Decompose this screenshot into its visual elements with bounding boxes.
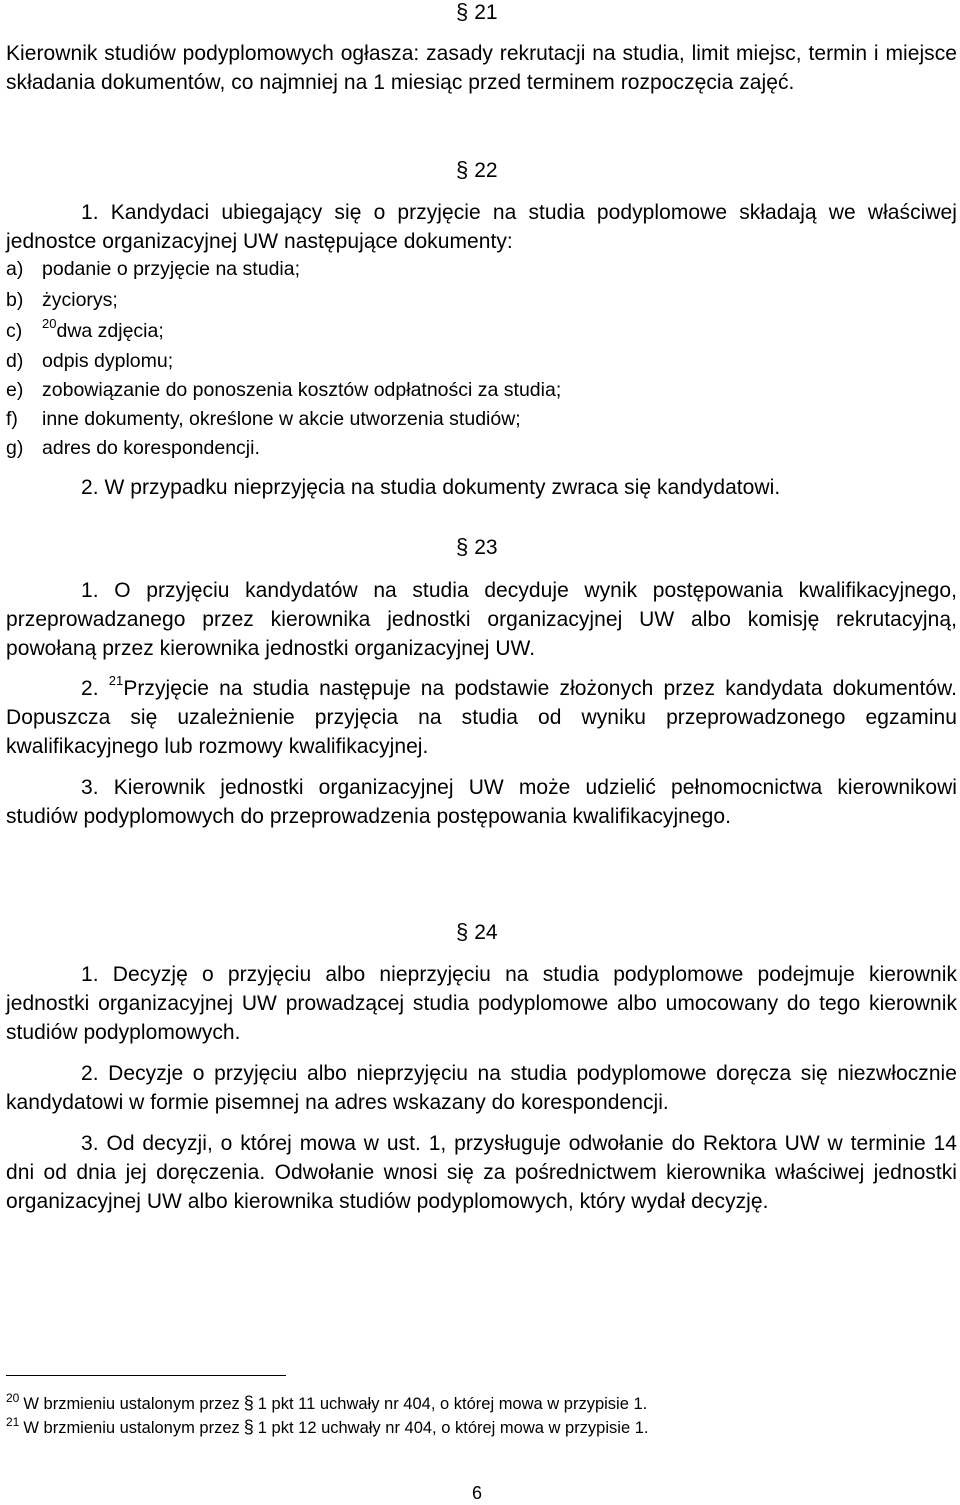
list-item-text: zobowiązanie do ponoszenia kosztów odpłatności za studia;: [42, 379, 562, 401]
footnote-reference: 21: [108, 673, 124, 688]
section-mark: §: [456, 0, 469, 24]
list-item-f: [6, 405, 946, 434]
list-item-a: [6, 255, 946, 284]
section-mark: §: [243, 1417, 254, 1437]
list-item-label: c): [6, 320, 23, 342]
list-item-text: życiorys;: [42, 289, 118, 311]
list-item-g: [6, 434, 946, 463]
section-22-paragraph-2: 2. W przypadku nieprzyjęcia na studia dokumenty zwraca się kandydatowi.: [81, 476, 781, 499]
list-item-label: a): [6, 258, 24, 280]
footnote-20: [6, 1392, 956, 1416]
list-item-text: inne dokumenty, określone w akcie utworzenia studiów;: [42, 408, 521, 430]
section-mark: §: [456, 919, 469, 944]
list-item-label: d): [6, 350, 24, 372]
section-21-heading: [456, 0, 498, 25]
list-item-c: [6, 317, 946, 346]
section-24-paragraph-1: 1. Decyzję o przyjęciu albo nieprzyjęciu na studia podyplomowe podejmuje kierownik jednostki organizacyjnej UW prowadzącej studia podyplomowe albo umocowany do tego kierownik studiów podyplomowych.: [6, 963, 957, 1044]
section-23-paragraph-3: 3. Kierownik jednostki organizacyjnej UW może udzielić pełnomocnictwa kierownikowi studiów podyplomowych do przeprowadzenia postępowania kwalifikacyjnego.: [6, 776, 957, 828]
section-23-heading: [456, 535, 498, 560]
footnote-text: W brzmieniu ustalonym przez: [23, 1419, 240, 1437]
footnote-text: W brzmieniu ustalonym przez: [23, 1395, 240, 1413]
section-23-paragraph-2: [6, 674, 957, 761]
section-24-paragraph-3: 3. Od decyzji, o której mowa w ust. 1, przysługuje odwołanie do Rektora UW w terminie 14 dni od dnia jej doręczenia. Odwołanie wnosi się za pośrednictwem kierownika właściwej jednostki organizacyjnej UW albo kierownika studiów podyplomowych, który wydał decyzję.: [6, 1132, 957, 1213]
section-number: 24: [474, 921, 498, 944]
footnote-text: 1 pkt 11 uchwały nr 404, o której mowa w przypisie 1.: [257, 1395, 648, 1413]
list-item-text: podanie o przyjęcie na studia;: [42, 258, 301, 280]
list-item-text: adres do korespondencji.: [42, 437, 260, 459]
list-item-label: e): [6, 379, 24, 401]
list-item-text: odpis dyplomu;: [42, 350, 174, 372]
section-mark: §: [456, 534, 469, 559]
page-number: 6: [472, 1483, 483, 1503]
list-item-label: b): [6, 289, 24, 311]
footnote-number: 21: [6, 1415, 20, 1429]
list-item-label: g): [6, 437, 24, 459]
section-23-paragraph-1: 1. O przyjęciu kandydatów na studia decyduje wynik postępowania kwalifikacyjnego, przeprowadzanego przez kierownika jednostki organizacyjnej UW albo komisję rekrutacyjną, powołaną przez kierownika jednostki organizacyjnej UW.: [6, 579, 957, 660]
footnote-separator: [6, 1375, 286, 1376]
paragraph-number: 2.: [81, 677, 99, 700]
list-item-label: f): [6, 408, 18, 430]
list-item-b: [6, 286, 946, 315]
paragraph-text: Przyjęcie na studia następuje na podstawie złożonych przez kandydata dokumentów. Dopuszcza się uzależnienie przyjęcia na studia od wyniku przeprowadzonego egzaminu kwalifikacyjnego lub rozmowy kwalifikacyjnej.: [6, 677, 957, 758]
list-item-d: [6, 347, 946, 376]
list-item-e: [6, 376, 946, 405]
footnote-text: 1 pkt 12 uchwały nr 404, o której mowa w przypisie 1.: [257, 1419, 649, 1437]
section-21-text: Kierownik studiów podyplomowych ogłasza: zasady rekrutacji na studia, limit miejsc, termin i miejsce składania dokumentów, co najmniej na 1 miesiąc przed terminem rozpoczęcia zajęć.: [6, 42, 957, 94]
section-mark: §: [456, 157, 469, 182]
section-22-paragraph-1: 1. Kandydaci ubiegający się o przyjęcie na studia podyplomowe składają we właściwej jednostce organizacyjnej UW następujące dokumenty:: [6, 201, 957, 253]
section-24-heading: [456, 920, 498, 945]
footnote-21: [6, 1416, 956, 1440]
section-number: 23: [474, 536, 498, 559]
list-item-text: dwa zdjęcia;: [56, 320, 164, 342]
section-number: 22: [474, 159, 498, 182]
section-mark: §: [243, 1393, 254, 1413]
footnote-number: 20: [6, 1391, 20, 1405]
section-24-paragraph-2: 2. Decyzje o przyjęciu albo nieprzyjęciu na studia podyplomowe doręcza się niezwłocznie kandydatowi w formie pisemnej na adres wskazany do korespondencji.: [6, 1062, 957, 1114]
footnote-reference: 20: [42, 315, 57, 331]
section-number: 21: [474, 1, 498, 24]
section-22-heading: [456, 158, 498, 183]
